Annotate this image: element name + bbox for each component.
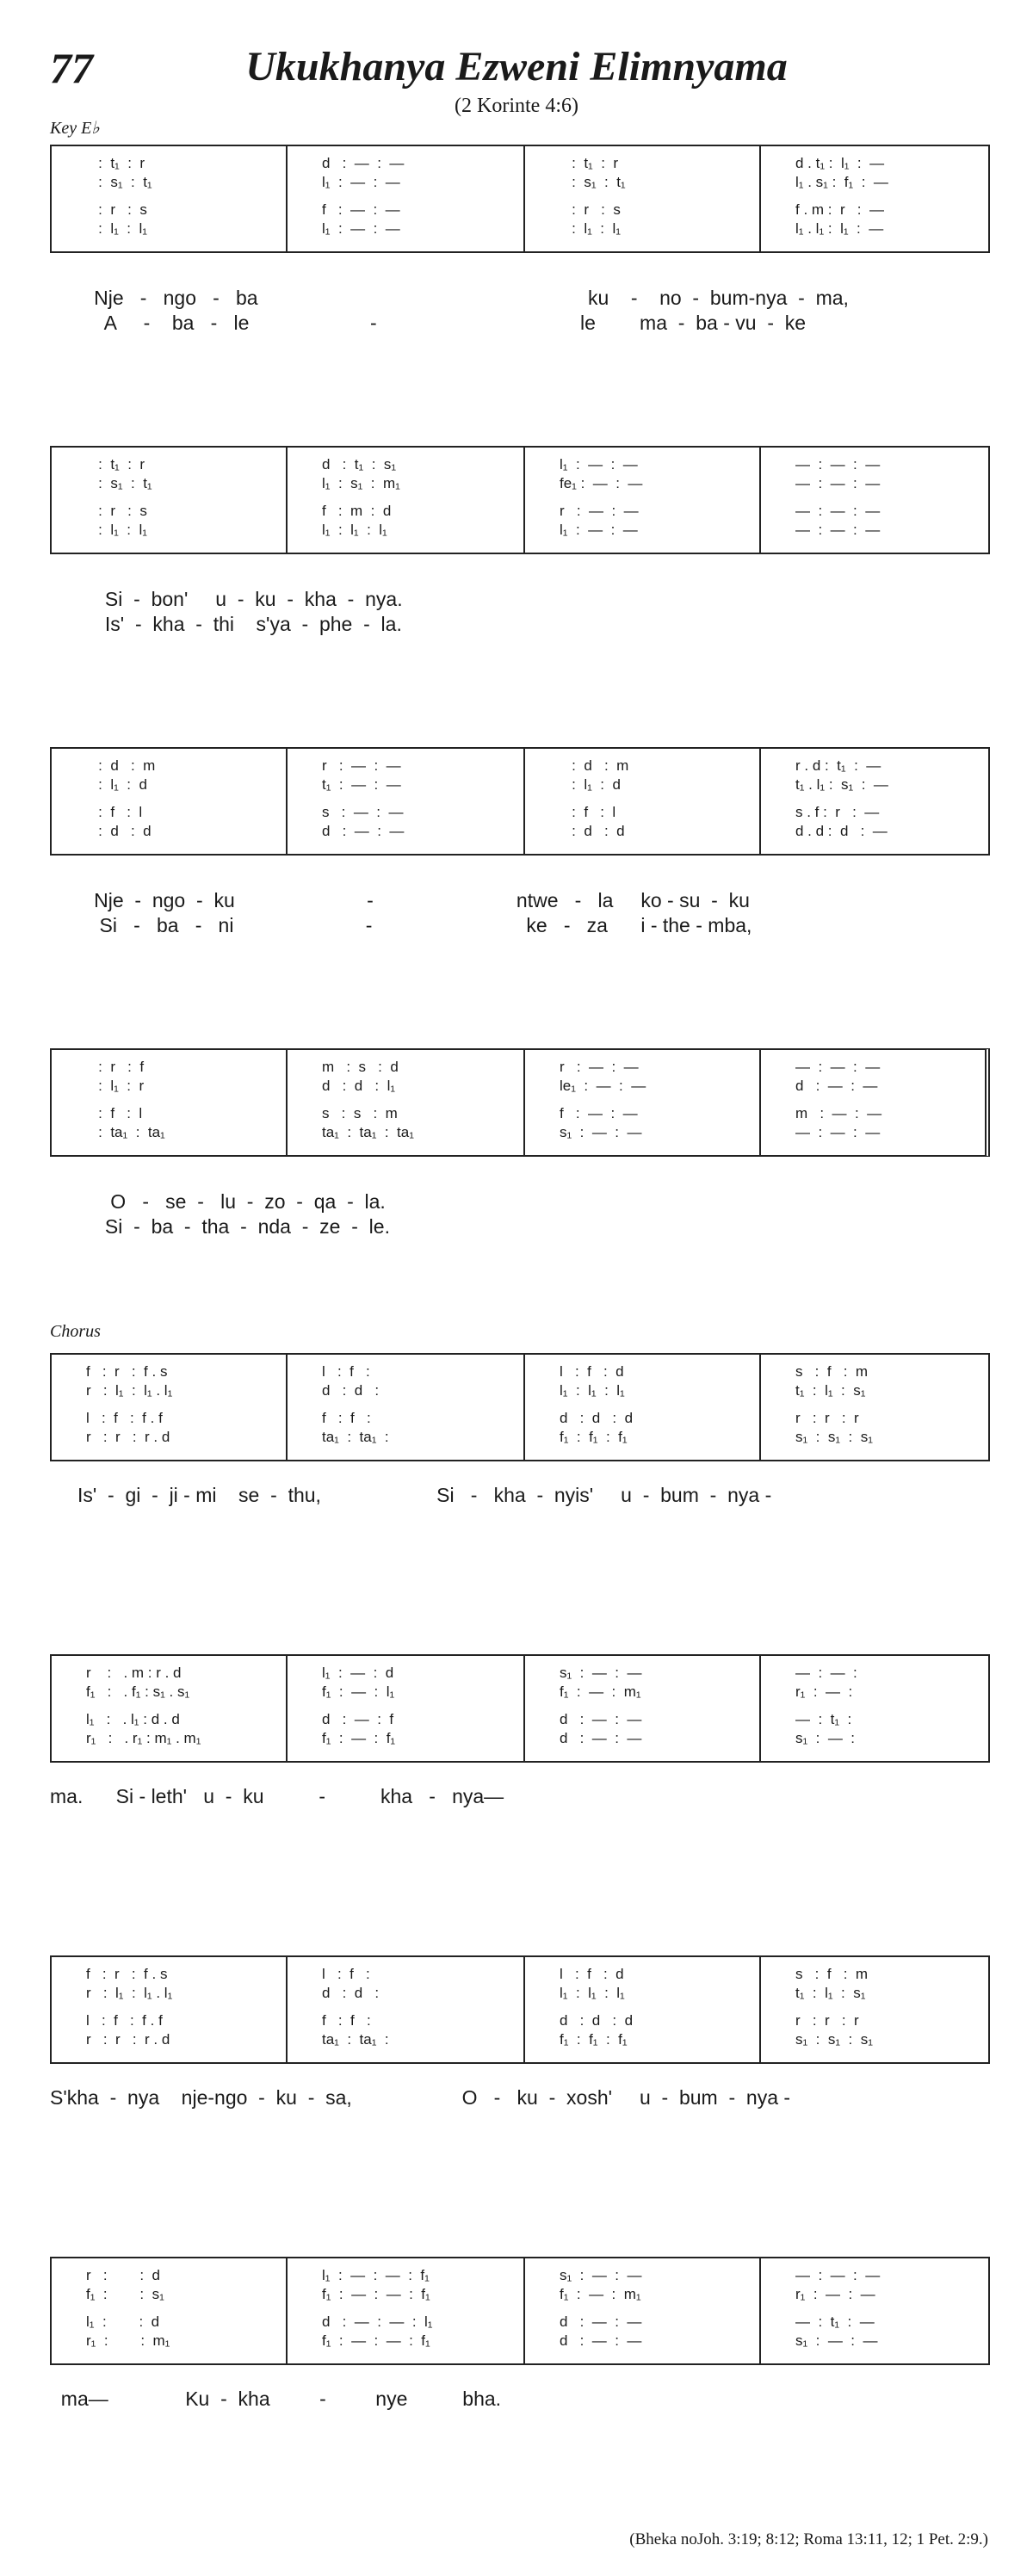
lyric-line: A - ba - le - le ma - ba - vu - ke [50,312,807,334]
alto-part: r : l₁ : l₁ . l₁ [86,1382,173,1399]
measure [286,1355,525,1460]
bass-part: ta₁ : ta₁ : [322,2031,389,2048]
tenor-part: f : — : — [322,201,400,218]
tenor-part: : f : l [86,804,143,820]
measure [523,2258,761,2363]
lyric-line: Is' - kha - thi s'ya - phe - la. [50,613,402,635]
measure [523,448,761,553]
measure [523,1656,761,1761]
tenor-part: m : — : — [795,1105,882,1121]
soprano-part: r : . m : r . d [86,1665,182,1681]
lyric-line: Is' - gi - ji - mi se - thu, Si - kha - nyis' u - bum - nya - [50,1484,772,1506]
soprano-part: l : f : [322,1966,370,1982]
bass-part: l₁ . l₁ : l₁ : — [795,220,884,237]
alto-part: r₁ : — : [795,1683,853,1700]
alto-part: d : d : [322,1382,380,1399]
measure [759,1656,992,1761]
measure [52,749,286,854]
soprano-part: s₁ : — : — [560,2267,642,2283]
alto-part: : l₁ : r [86,1078,145,1094]
bass-part: r : r : r . d [86,1429,170,1445]
measure [759,1050,992,1155]
lyric-line: Si - ba - tha - nda - ze - le. [50,1215,390,1238]
soprano-part: l : f : d [560,1363,624,1380]
alto-part: : s₁ : t₁ [560,174,626,190]
music-system-3 [50,747,990,856]
alto-part: f₁ : — : m₁ [560,1683,641,1700]
soprano-part: s : f : m [795,1966,869,1982]
tenor-part: d : — : — [560,2313,642,2330]
tenor-part: : r : s [86,503,147,519]
alto-part: l₁ : l₁ : l₁ [560,1382,625,1399]
bass-part: s₁ : — : [795,1730,856,1746]
soprano-part: l : f : [322,1363,370,1380]
measure [759,1355,992,1460]
alto-part: f₁ : . f₁ : s₁ . s₁ [86,1683,190,1700]
hymn-number: 77 [50,44,93,92]
tenor-part: s : — : — [322,804,404,820]
tenor-part: d : — : f [322,1711,394,1727]
tenor-part: f : m : d [322,503,392,519]
tenor-part: l₁ : : d [86,2313,160,2330]
music-system-6 [50,1654,990,1763]
bass-part: : l₁ : l₁ [86,220,147,237]
scripture-reference: (2 Korinte 4:6) [455,95,578,117]
tenor-part: l : f : f . f [86,1410,163,1426]
chorus-label: Chorus [50,1322,101,1341]
hymn-title: Ukukhanya Ezweni Elimnyama [245,44,788,90]
bass-part: — : — : — [795,522,881,538]
measure [52,1355,286,1460]
tenor-part: r : r : r [795,2012,859,2029]
alto-part: : l₁ : d [560,776,621,793]
soprano-part: f : r : f . s [86,1363,168,1380]
bass-part: : ta₁ : ta₁ [86,1124,165,1140]
soprano-part: — : — : [795,1665,857,1681]
soprano-part: — : — : — [795,2267,881,2283]
alto-part: le₁ : — : — [560,1078,646,1094]
measure [286,1050,525,1155]
measure [286,448,525,553]
tenor-part: d : — : — : l₁ [322,2313,433,2330]
alto-part: d : d : [322,1985,380,2001]
soprano-part: r . d : t₁ : — [795,757,881,774]
alto-part: : l₁ : d [86,776,147,793]
measure [286,1957,525,2062]
alto-part: f₁ : — : — : f₁ [322,2286,430,2302]
bass-part: r₁ : . r₁ : m₁ . m₁ [86,1730,201,1746]
lyric-line: ma. Si - leth' u - ku - kha - nya— [50,1785,504,1807]
tenor-part: f . m : r : — [795,201,884,218]
footer-references: (Bheka noJoh. 3:19; 8:12; Roma 13:11, 12; 1 Pet. 2:9.) [629,2530,988,2548]
bass-part: f₁ : — : — : f₁ [322,2332,430,2349]
tenor-part: — : — : — [795,503,881,519]
lyric-line: Si - ba - ni - ke - za i - the - mba, [50,914,752,936]
measure [759,1957,992,2062]
bass-part: l₁ : — : — [560,522,638,538]
measure [523,749,761,854]
soprano-part: : r : f [86,1059,145,1075]
tenor-part: s . f : r : — [795,804,880,820]
music-system-7 [50,1955,990,2064]
alto-part: t₁ : l₁ : s₁ [795,1382,866,1399]
soprano-part: : t₁ : r [86,155,145,171]
soprano-part: l₁ : — : — [560,456,638,473]
tenor-part: — : t₁ : [795,1711,852,1727]
measure [52,448,286,553]
bass-part: s₁ : — : — [795,2332,878,2349]
soprano-part: r : — : — [322,757,401,774]
lyric-line: O - se - lu - zo - qa - la. [50,1190,386,1213]
tenor-part: : r : s [86,201,147,218]
measure [523,146,761,251]
measure [523,1050,761,1155]
tenor-part: f : f : [322,1410,371,1426]
tenor-part: d : — : — [560,1711,642,1727]
soprano-part: : d : m [86,757,156,774]
soprano-part: : t₁ : r [86,456,145,473]
bass-part: l₁ : — : — [322,220,400,237]
tenor-part: — : t₁ : — [795,2313,875,2330]
tenor-part: r : r : r [795,1410,859,1426]
bass-part: s₁ : — : — [560,1124,642,1140]
lyric-line: Si - bon' u - ku - kha - nya. [50,588,403,610]
lyric-line: S'kha - nya nje-ngo - ku - sa, O - ku - xosh' u - bum - nya - [50,2086,791,2109]
alto-part: f₁ : — : m₁ [560,2286,641,2302]
alto-part: l₁ : s₁ : m₁ [322,475,400,491]
measure [523,1355,761,1460]
measure [52,2258,286,2363]
music-system-4 [50,1048,990,1157]
tenor-part: : f : l [86,1105,143,1121]
measure [759,749,992,854]
lyric-line: ma— Ku - kha - nye bha. [50,2388,502,2410]
soprano-part: : d : m [560,757,629,774]
bass-part: : l₁ : l₁ [86,522,147,538]
music-system-5 [50,1353,990,1461]
alto-part: t₁ . l₁ : s₁ : — [795,776,888,793]
alto-part: t₁ : — : — [322,776,401,793]
bass-part: d : — : — [560,1730,642,1746]
music-system-8 [50,2257,990,2365]
bass-part: — : — : — [795,1124,881,1140]
tenor-part: : r : s [560,201,621,218]
soprano-part: s₁ : — : — [560,1665,642,1681]
measure [759,448,992,553]
measure [52,1656,286,1761]
music-system-2 [50,446,990,554]
soprano-part: l₁ : — : — : f₁ [322,2267,430,2283]
bass-part: f₁ : f₁ : f₁ [560,1429,628,1445]
soprano-part: : t₁ : r [560,155,619,171]
tenor-part: l : f : f . f [86,2012,163,2029]
bass-part: : d : d [86,823,152,839]
soprano-part: l : f : d [560,1966,624,1982]
alto-part: — : — : — [795,475,881,491]
soprano-part: — : — : — [795,456,881,473]
bass-part: : d : d [560,823,625,839]
measure [286,2258,525,2363]
bass-part: d . d : d : — [795,823,888,839]
soprano-part: r : : d [86,2267,160,2283]
bass-part: : l₁ : l₁ [560,220,621,237]
alto-part: d : d : l₁ [322,1078,396,1094]
alto-part: r₁ : — : — [795,2286,875,2302]
soprano-part: d . t₁ : l₁ : — [795,155,885,171]
tenor-part: s : s : m [322,1105,398,1121]
alto-part: f₁ : : s₁ [86,2286,164,2302]
lyric-line: Nje - ngo - ku - ntwe - la ko - su - ku [50,889,750,911]
alto-part: d : — : — [795,1078,878,1094]
tenor-part: : f : l [560,804,616,820]
bass-part: l₁ : l₁ : l₁ [322,522,387,538]
measure [759,146,992,251]
alto-part: l₁ : l₁ : l₁ [560,1985,625,2001]
bass-part: s₁ : s₁ : s₁ [795,2031,873,2048]
measure [52,1957,286,2062]
soprano-part: — : — : — [795,1059,881,1075]
music-system-1 [50,145,990,253]
alto-part: l₁ : — : — [322,174,400,190]
alto-part: f₁ : — : l₁ [322,1683,395,1700]
soprano-part: r : — : — [560,1059,639,1075]
soprano-part: s : f : m [795,1363,869,1380]
tenor-part: f : — : — [560,1105,638,1121]
soprano-part: d : — : — [322,155,405,171]
alto-part: fe₁ : — : — [560,475,643,491]
bass-part: f₁ : f₁ : f₁ [560,2031,628,2048]
key-signature: Key E♭ [50,119,100,138]
alto-part: : s₁ : t₁ [86,174,152,190]
measure [52,146,286,251]
bass-part: s₁ : s₁ : s₁ [795,1429,873,1445]
soprano-part: d : t₁ : s₁ [322,456,397,473]
alto-part: : s₁ : t₁ [86,475,152,491]
measure [286,1656,525,1761]
measure [759,2258,992,2363]
alto-part: t₁ : l₁ : s₁ [795,1985,866,2001]
alto-part: r : l₁ : l₁ . l₁ [86,1985,173,2001]
tenor-part: f : f : [322,2012,371,2029]
soprano-part: m : s : d [322,1059,399,1075]
tenor-part: l₁ : . l₁ : d . d [86,1711,180,1727]
measure [52,1050,286,1155]
bass-part: ta₁ : ta₁ : [322,1429,389,1445]
bass-part: r : r : r . d [86,2031,170,2048]
alto-part: l₁ . s₁ : f₁ : — [795,174,888,190]
bass-part: d : — : — [322,823,405,839]
lyric-line: Nje - ngo - ba ku - no - bum-nya - ma, [50,287,849,309]
bass-part: r₁ : : m₁ [86,2332,170,2349]
measure [286,749,525,854]
bass-part: ta₁ : ta₁ : ta₁ [322,1124,414,1140]
bass-part: f₁ : — : f₁ [322,1730,396,1746]
tenor-part: r : — : — [560,503,639,519]
bass-part: d : — : — [560,2332,642,2349]
soprano-part: l₁ : — : d [322,1665,394,1681]
tenor-part: d : d : d [560,1410,634,1426]
soprano-part: f : r : f . s [86,1966,168,1982]
tenor-part: d : d : d [560,2012,634,2029]
measure [286,146,525,251]
measure [523,1957,761,2062]
